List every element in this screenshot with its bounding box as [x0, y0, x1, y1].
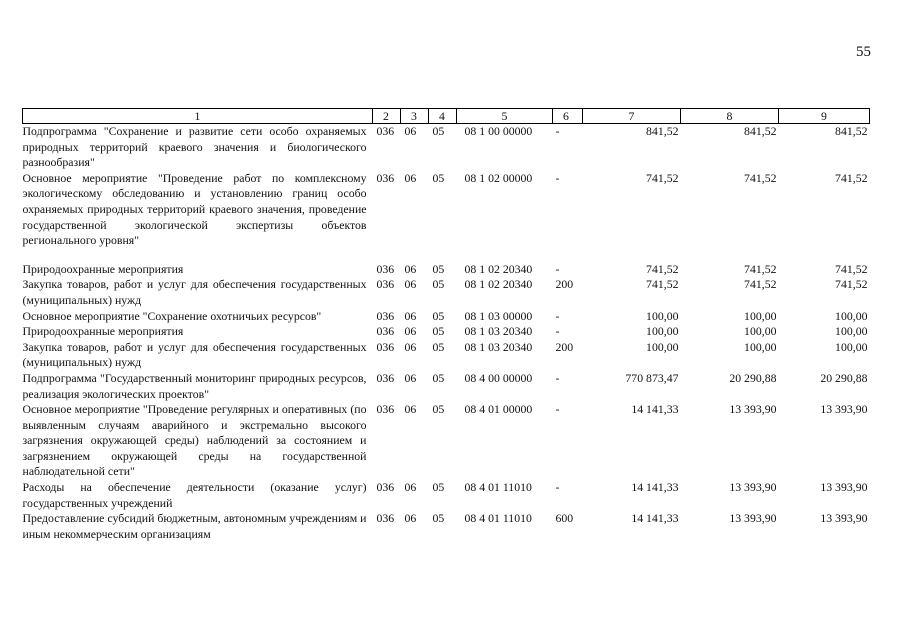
row-amount-col8: 100,00 — [744, 339, 777, 354]
row-section: 06 — [404, 277, 417, 292]
row-section: 06 — [404, 339, 417, 354]
table-row — [23, 124, 870, 171]
row-expense-type: - — [555, 261, 560, 276]
row-code: 036 — [376, 339, 395, 354]
row-target-article: 08 1 03 00000 — [464, 308, 533, 323]
row-amount-col9: 100,00 — [835, 324, 868, 339]
row-amount-col9: 841,52 — [835, 124, 868, 138]
row-name: Предоставление субсидий бюджетным, автономным учреждениям и иным некоммерческим организациям — [22, 511, 367, 541]
column-header: 6 — [553, 109, 583, 124]
table-row — [23, 309, 870, 325]
row-amount-col8: 13 393,90 — [729, 402, 777, 417]
row-name: Основное мероприятие "Сохранение охотничьих ресурсов" — [22, 308, 322, 323]
row-subsection: 05 — [432, 277, 445, 292]
row-expense-type: - — [555, 170, 560, 185]
row-target-article: 08 1 02 00000 — [464, 170, 533, 185]
row-target-article: 08 1 03 20340 — [464, 339, 533, 354]
row-code: 036 — [376, 170, 395, 185]
row-amount-col8: 13 393,90 — [729, 511, 777, 526]
row-subsection: 05 — [432, 170, 445, 185]
row-name: Природоохранные мероприятия — [22, 324, 184, 339]
row-target-article: 08 4 01 00000 — [464, 402, 533, 417]
column-header: 8 — [681, 109, 779, 124]
row-amount-col8: 20 290,88 — [729, 370, 777, 385]
row-amount-col9: 100,00 — [835, 339, 868, 354]
row-section: 06 — [404, 308, 417, 323]
row-expense-type: - — [555, 370, 560, 385]
row-code: 036 — [376, 124, 395, 138]
row-amount-col7: 841,52 — [646, 124, 679, 138]
row-expense-type: 200 — [555, 277, 574, 292]
row-code: 036 — [376, 308, 395, 323]
table-row — [23, 340, 870, 371]
row-section: 06 — [404, 170, 417, 185]
row-code: 036 — [376, 324, 395, 339]
row-amount-col7: 100,00 — [646, 339, 679, 354]
column-header: 9 — [779, 109, 870, 124]
row-amount-col8: 841,52 — [744, 124, 777, 138]
row-subsection: 05 — [432, 124, 445, 138]
row-amount-col7: 14 141,33 — [631, 511, 679, 526]
row-subsection: 05 — [432, 511, 445, 526]
row-amount-col9: 13 393,90 — [820, 480, 868, 495]
row-name: Закупка товаров, работ и услуг для обеспечения государственных (муниципальных) нужд — [22, 277, 367, 307]
table-row — [23, 480, 870, 511]
page-number: 55 — [856, 44, 871, 60]
table-row — [23, 324, 870, 340]
table-row — [23, 262, 870, 278]
row-section: 06 — [404, 261, 417, 276]
row-target-article: 08 1 02 20340 — [464, 261, 533, 276]
column-header: 1 — [23, 109, 373, 124]
row-expense-type: 200 — [555, 339, 574, 354]
row-amount-col8: 100,00 — [744, 308, 777, 323]
row-amount-col8: 741,52 — [744, 277, 777, 292]
blank-row — [23, 249, 870, 262]
row-amount-col7: 770 873,47 — [625, 370, 679, 385]
row-subsection: 05 — [432, 370, 445, 385]
row-amount-col7: 100,00 — [646, 324, 679, 339]
row-target-article: 08 1 00 00000 — [464, 124, 533, 138]
row-expense-type: - — [555, 402, 560, 417]
row-target-article: 08 4 01 11010 — [464, 480, 532, 495]
row-amount-col9: 741,52 — [835, 261, 868, 276]
row-amount-col9: 20 290,88 — [820, 370, 868, 385]
table-row — [23, 371, 870, 402]
column-header: 5 — [457, 109, 553, 124]
row-expense-type: 600 — [555, 511, 574, 526]
row-subsection: 05 — [432, 402, 445, 417]
row-code: 036 — [376, 511, 395, 526]
row-amount-col9: 100,00 — [835, 308, 868, 323]
row-section: 06 — [404, 370, 417, 385]
row-section: 06 — [404, 324, 417, 339]
row-amount-col8: 741,52 — [744, 261, 777, 276]
table-row — [23, 277, 870, 308]
row-name: Основное мероприятие "Проведение регулярных и оперативных (по выявленным случаям аварийного и экстремально высокого загрязнения окружающей среды) наблюдений за состоянием и загрязнением окружающей среды на государственной наблюдательной сети" — [22, 402, 367, 479]
budget-table — [22, 108, 870, 542]
row-expense-type: - — [555, 324, 560, 339]
row-subsection: 05 — [432, 308, 445, 323]
row-amount-col9: 741,52 — [835, 170, 868, 185]
row-code: 036 — [376, 480, 395, 495]
row-amount-col7: 741,52 — [646, 277, 679, 292]
row-target-article: 08 1 02 20340 — [464, 277, 533, 292]
row-subsection: 05 — [432, 339, 445, 354]
row-name: Подпрограмма "Государственный мониторинг природных ресурсов, реализация экологических проектов" — [22, 370, 367, 401]
row-subsection: 05 — [432, 480, 445, 495]
row-name: Закупка товаров, работ и услуг для обеспечения государственных (муниципальных) нужд — [22, 339, 367, 370]
column-header: 3 — [401, 109, 429, 124]
table-row — [23, 511, 870, 542]
table-row — [23, 402, 870, 480]
column-header: 7 — [583, 109, 681, 124]
row-name: Основное мероприятие "Проведение работ по комплексному экологическому обследованию и установлению границ особо охраняемых природных территорий краевого значения, проведение государственной экологической экспертизы объектов регионального уровня" — [22, 170, 367, 248]
row-target-article: 08 4 00 00000 — [464, 370, 533, 385]
column-header: 2 — [373, 109, 401, 124]
row-code: 036 — [376, 370, 395, 385]
row-amount-col9: 13 393,90 — [820, 511, 868, 526]
row-section: 06 — [404, 402, 417, 417]
row-code: 036 — [376, 261, 395, 276]
row-amount-col7: 741,52 — [646, 170, 679, 185]
row-name: Расходы на обеспечение деятельности (оказание услуг) государственных учреждений — [22, 480, 367, 510]
row-subsection: 05 — [432, 324, 445, 339]
row-code: 036 — [376, 402, 395, 417]
row-name: Подпрограмма "Сохранение и развитие сети особо охраняемых природных территорий краевого значения и биологического разнообразия" — [22, 124, 367, 170]
row-amount-col8: 13 393,90 — [729, 480, 777, 495]
row-subsection: 05 — [432, 261, 445, 276]
row-amount-col9: 13 393,90 — [820, 402, 868, 417]
row-section: 06 — [404, 480, 417, 495]
row-expense-type: - — [555, 308, 560, 323]
row-target-article: 08 4 01 11010 — [464, 511, 532, 526]
row-amount-col8: 741,52 — [744, 170, 777, 185]
table-row — [23, 171, 870, 249]
row-amount-col7: 14 141,33 — [631, 480, 679, 495]
row-amount-col9: 741,52 — [835, 277, 868, 292]
row-target-article: 08 1 03 20340 — [464, 324, 533, 339]
row-code: 036 — [376, 277, 395, 292]
row-expense-type: - — [555, 480, 560, 495]
row-amount-col7: 100,00 — [646, 308, 679, 323]
table-header-row — [23, 109, 870, 124]
row-section: 06 — [404, 124, 417, 138]
row-name: Природоохранные мероприятия — [22, 261, 184, 276]
row-amount-col7: 14 141,33 — [631, 402, 679, 417]
row-amount-col8: 100,00 — [744, 324, 777, 339]
row-amount-col7: 741,52 — [646, 261, 679, 276]
row-section: 06 — [404, 511, 417, 526]
column-header: 4 — [429, 109, 457, 124]
row-expense-type: - — [555, 124, 560, 138]
